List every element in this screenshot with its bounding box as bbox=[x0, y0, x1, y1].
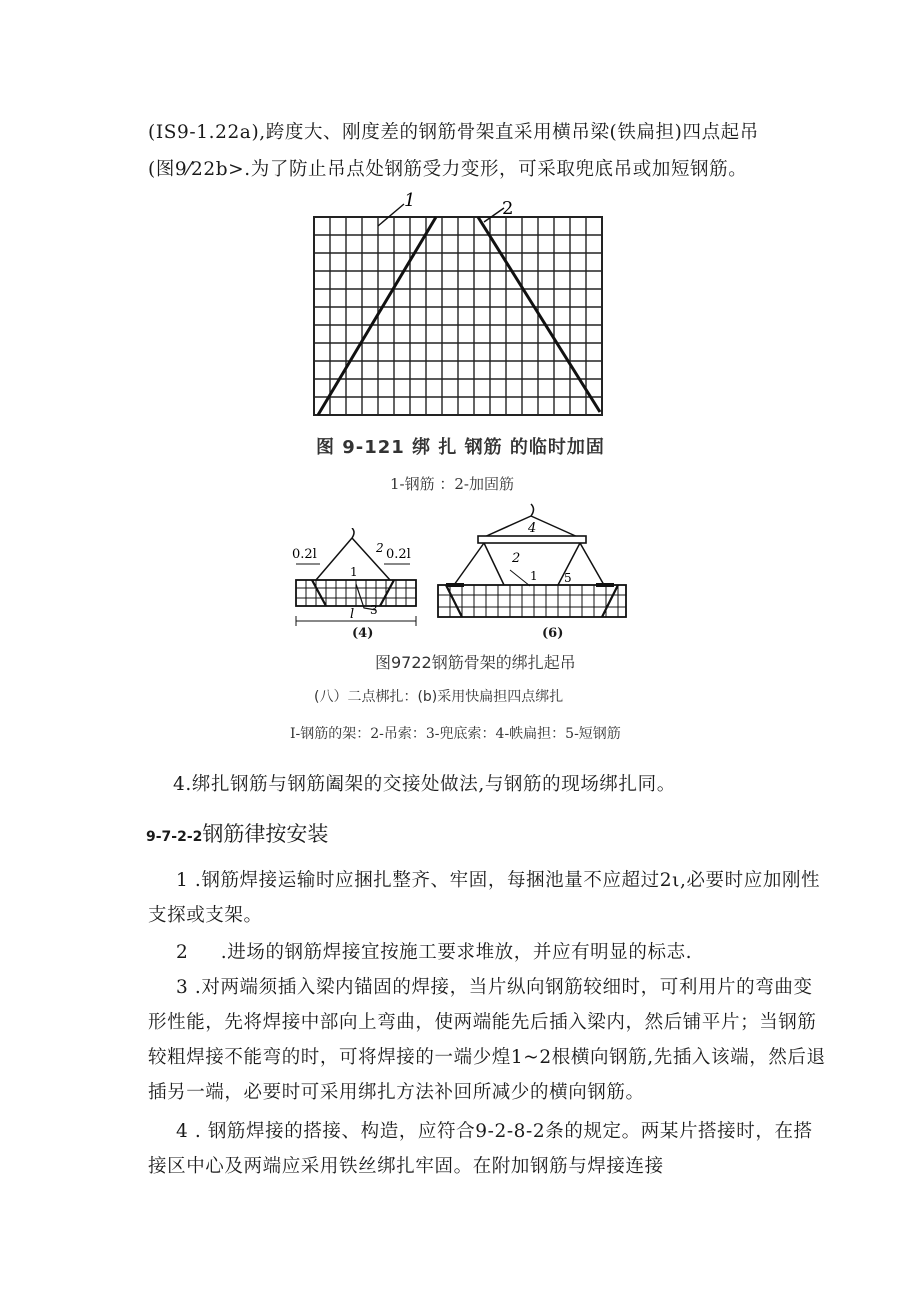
item-1-line-2: 支探或支架。 bbox=[148, 905, 263, 926]
intro-line-2: (图9⁄22b>.为了防止吊点处钢筋受力变形，可采取兜底吊或加短钢筋。 bbox=[148, 159, 748, 180]
figure-2b-diagram bbox=[432, 500, 632, 625]
leader-line-2 bbox=[484, 208, 504, 222]
label-1: 1 bbox=[404, 192, 416, 211]
brace-bar-right bbox=[478, 217, 600, 412]
grid-mesh bbox=[314, 217, 602, 415]
paragraph-4: 4.绑扎钢筋与钢筋阖架的交接处做法,与钢筋的现场绑扎同。 bbox=[173, 774, 676, 795]
figure-1-caption: 图 9-121 绑 扎 钢筋 的临时加固 bbox=[316, 437, 605, 458]
section-number: 9-7-2-2 bbox=[146, 829, 203, 845]
leader-line-1 bbox=[378, 204, 404, 226]
item-3-line-2: 形性能，先将焊接中部向上弯曲，使两端能先后插入梁内，然后铺平片；当钢筋 bbox=[148, 1012, 817, 1033]
item-3-line-4: 插另一端，必要时可采用绑扎方法补回所减少的横向钢筋。 bbox=[148, 1082, 645, 1103]
figure-2a-diagram bbox=[286, 528, 426, 633]
figure-2b-sub-label: (6) bbox=[542, 626, 564, 641]
hook bbox=[352, 528, 354, 538]
item-3-line-1: 3 .对两端须插入梁内锚固的焊接，当片纵向钢筋较细时，可利用片的弯曲变 bbox=[176, 977, 813, 998]
figure-1-legend: 1-钢筋 ：2-加固筋 bbox=[390, 475, 514, 493]
b-label-2: 2 bbox=[512, 551, 521, 566]
section-heading bbox=[146, 818, 328, 848]
a-label-1: 1 bbox=[350, 565, 358, 579]
figure-2-legend: I-钢筋的架：2-吊索：3-兜底索：4-帙扁担：5-短钢筋 bbox=[290, 726, 621, 742]
dim-right: 0.2l bbox=[386, 547, 411, 562]
item-1-line-1: 1 .钢筋焊接运输时应捆扎整齐、牢固，每捆池量不应超过2ι,必要时应加刚性 bbox=[176, 870, 821, 891]
hook bbox=[531, 504, 534, 516]
b-label-4: 4 bbox=[528, 521, 537, 536]
item-3-line-3: 较粗焊接不能弯的时，可将焊接的一端少煌1~2根横向钢筋,先插入该端，然后退 bbox=[148, 1047, 826, 1068]
intro-line-1: (IS9-1.22a),跨度大、刚度差的钢筋骨架直采用横吊梁(铁扁担)四点起吊 bbox=[148, 122, 759, 143]
short-bar-right bbox=[596, 583, 614, 587]
label-2: 2 bbox=[502, 198, 514, 219]
b-label-1: 1 bbox=[530, 569, 538, 583]
short-bar-left bbox=[446, 583, 464, 587]
item-2-line-1: 2 .进场的钢筋焊接宜按施工要求堆放，并应有明显的标志. bbox=[176, 942, 693, 963]
a-label-2: 2 bbox=[376, 541, 384, 555]
item-4-line-2: 接区中心及两端应采用铁丝绑扎牢固。在附加钢筋与焊接连接 bbox=[148, 1156, 664, 1177]
a-label-3: 3 bbox=[370, 603, 378, 617]
b-label-5: 5 bbox=[564, 571, 572, 585]
figure-2-sub-caption: (八）二点梆扎：(b)采用快扁担四点绑扎 bbox=[314, 689, 564, 705]
section-title: 钢筋律按安装 bbox=[202, 822, 329, 846]
figure-1-grid-diagram bbox=[300, 192, 620, 422]
item-4-line-1: 4 . 钢筋焊接的搭接、构造，应符合9-2-8-2条的规定。两某片搭接时，在搭 bbox=[176, 1121, 813, 1142]
dim-left: 0.2l bbox=[292, 547, 317, 562]
dim-span: l bbox=[350, 607, 355, 622]
spreader-beam bbox=[478, 536, 586, 543]
brace-bar-left bbox=[318, 217, 436, 415]
figure-2a-sub-label: (4) bbox=[352, 626, 374, 641]
figure-2-caption: 图9722钢筋骨架的绑扎起吊 bbox=[375, 653, 576, 672]
